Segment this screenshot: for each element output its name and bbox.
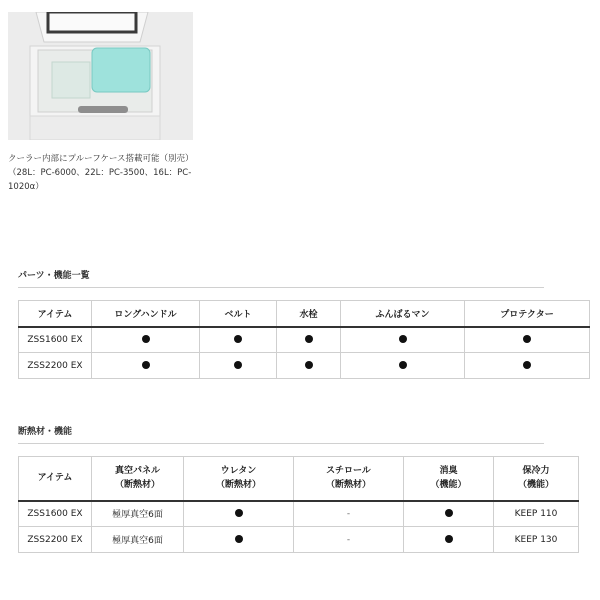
insulation-section-divider bbox=[18, 443, 544, 444]
deodorant-value bbox=[404, 527, 494, 553]
header-line2: （断熱材） bbox=[114, 480, 160, 491]
item-name: ZSS1600 EX bbox=[19, 327, 92, 353]
dot-icon bbox=[305, 335, 313, 343]
parts-header-belt: ベルト bbox=[200, 301, 277, 327]
parts-header-drain: 水栓 bbox=[277, 301, 341, 327]
parts-section-title: パーツ・機能一覧 bbox=[18, 271, 90, 281]
dot-icon bbox=[445, 509, 453, 517]
dot-icon bbox=[235, 509, 243, 517]
dot-icon bbox=[523, 361, 531, 369]
feature-dot bbox=[341, 353, 465, 379]
cold-retention-value: KEEP 110 bbox=[494, 501, 579, 527]
deodorant-value bbox=[404, 501, 494, 527]
insulation-header-item bbox=[19, 457, 92, 501]
product-photo bbox=[8, 12, 193, 140]
header-line1: 消臭 bbox=[439, 466, 458, 477]
header-line1: 真空パネル bbox=[114, 466, 160, 477]
parts-header-long-handle: ロングハンドル bbox=[92, 301, 200, 327]
parts-header-item: アイテム bbox=[19, 301, 92, 327]
feature-dot bbox=[465, 327, 590, 353]
vacuum-panel-value: 極厚真空6面 bbox=[92, 501, 184, 527]
header-line1: アイテム bbox=[37, 473, 73, 484]
cold-retention-value: KEEP 130 bbox=[494, 527, 579, 553]
dot-icon bbox=[235, 535, 243, 543]
header-line2: （機能） bbox=[517, 480, 554, 491]
parts-header-funbaruman: ふんばるマン bbox=[341, 301, 465, 327]
vacuum-panel-value: 極厚真空6面 bbox=[92, 527, 184, 553]
dot-icon bbox=[523, 335, 531, 343]
table-row bbox=[19, 501, 579, 527]
insulation-header-deodorant bbox=[404, 457, 494, 501]
dot-icon bbox=[234, 335, 242, 343]
header-line2: （断熱材） bbox=[325, 480, 371, 491]
feature-dot bbox=[465, 353, 590, 379]
insulation-header-cold-retention bbox=[494, 457, 579, 501]
parts-header-protector: プロテクター bbox=[465, 301, 590, 327]
table-row bbox=[19, 527, 579, 553]
feature-dot bbox=[277, 327, 341, 353]
header-line2: （機能） bbox=[430, 480, 467, 491]
header-line1: ウレタン bbox=[220, 466, 257, 477]
parts-section-divider bbox=[18, 287, 544, 288]
insulation-header-urethane bbox=[184, 457, 294, 501]
dot-icon bbox=[305, 361, 313, 369]
header-line2: （断熱材） bbox=[215, 480, 261, 491]
table-row bbox=[19, 327, 590, 353]
urethane-value bbox=[184, 527, 294, 553]
table-row bbox=[19, 353, 590, 379]
cooler-image bbox=[8, 12, 193, 140]
insulation-header-styrol bbox=[294, 457, 404, 501]
insulation-table bbox=[18, 456, 579, 553]
dot-icon bbox=[142, 361, 150, 369]
dot-icon bbox=[234, 361, 242, 369]
feature-dot bbox=[200, 327, 277, 353]
styrol-value: - bbox=[294, 527, 404, 553]
urethane-value bbox=[184, 501, 294, 527]
dot-icon bbox=[142, 335, 150, 343]
item-name: ZSS2200 EX bbox=[19, 527, 92, 553]
insulation-table-header-row bbox=[19, 457, 579, 501]
insulation-header-vacuum-panel bbox=[92, 457, 184, 501]
parts-table-header-row bbox=[19, 301, 590, 327]
feature-dot bbox=[92, 353, 200, 379]
photo-caption: クーラー内部にプルーフケース搭載可能（別売）（28L：PC-6000、22L：PC-3500、16L：PC-1020α） bbox=[8, 154, 194, 192]
styrol-value: - bbox=[294, 501, 404, 527]
dot-icon bbox=[399, 335, 407, 343]
insulation-section-title: 断熱材・機能 bbox=[18, 427, 73, 437]
dot-icon bbox=[445, 535, 453, 543]
feature-dot bbox=[200, 353, 277, 379]
feature-dot bbox=[92, 327, 200, 353]
dot-icon bbox=[399, 361, 407, 369]
header-line1: スチロール bbox=[326, 466, 371, 477]
feature-dot bbox=[277, 353, 341, 379]
item-name: ZSS1600 EX bbox=[19, 501, 92, 527]
parts-table bbox=[18, 300, 590, 379]
item-name: ZSS2200 EX bbox=[19, 353, 92, 379]
feature-dot bbox=[341, 327, 465, 353]
header-line1: 保冷力 bbox=[522, 466, 550, 477]
